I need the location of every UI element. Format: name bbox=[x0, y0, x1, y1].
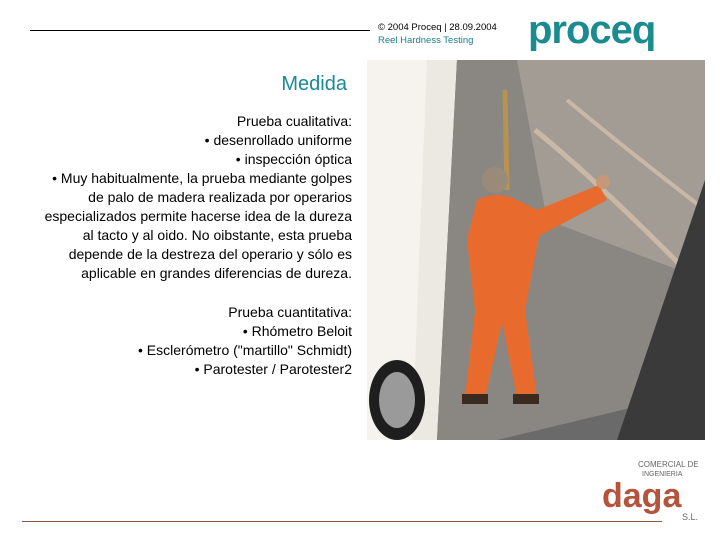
worker-photo bbox=[367, 60, 705, 440]
header-rule bbox=[30, 30, 370, 31]
slide-title: Medida bbox=[281, 73, 347, 95]
quantitative-item: • Parotester / Parotester2 bbox=[194, 361, 352, 377]
daga-brand: daga bbox=[602, 477, 682, 515]
qualitative-item: • Muy habitualmente, la prueba mediante golpes de palo de madera realizada por operarios especializados permite hacerse idea de la dureza al tacto y al oido. No oibstante, esta prueba depende de la destreza del operario y sólo es aplicable en grandes diferencias de dureza. bbox=[44, 170, 352, 281]
proceq-logo-text: proceq bbox=[528, 15, 656, 51]
qualitative-item: • inspección óptica bbox=[235, 151, 352, 167]
quantitative-item: • Rhómetro Beloit bbox=[242, 323, 352, 339]
qualitative-heading: Prueba cualitativa: bbox=[236, 113, 352, 129]
header-subtitle: Reel Hardness Testing bbox=[378, 35, 474, 46]
daga-line1: COMERCIAL DE bbox=[638, 460, 699, 469]
daga-logo bbox=[598, 455, 710, 525]
daga-line2: INGENIERIA bbox=[642, 471, 683, 478]
copyright-text: © 2004 Proceq | 28.09.2004 bbox=[378, 22, 497, 33]
quantitative-heading: Prueba cuantitativa: bbox=[228, 304, 352, 320]
daga-suffix: S.L. bbox=[682, 512, 699, 522]
header-info bbox=[378, 21, 497, 47]
quantitative-item: • Esclerómetro ("martillo" Schmidt) bbox=[138, 342, 352, 358]
qualitative-item: • desenrollado uniforme bbox=[204, 132, 352, 148]
body-text bbox=[42, 112, 352, 379]
footer-rule bbox=[22, 521, 662, 522]
proceq-logo bbox=[528, 15, 710, 51]
